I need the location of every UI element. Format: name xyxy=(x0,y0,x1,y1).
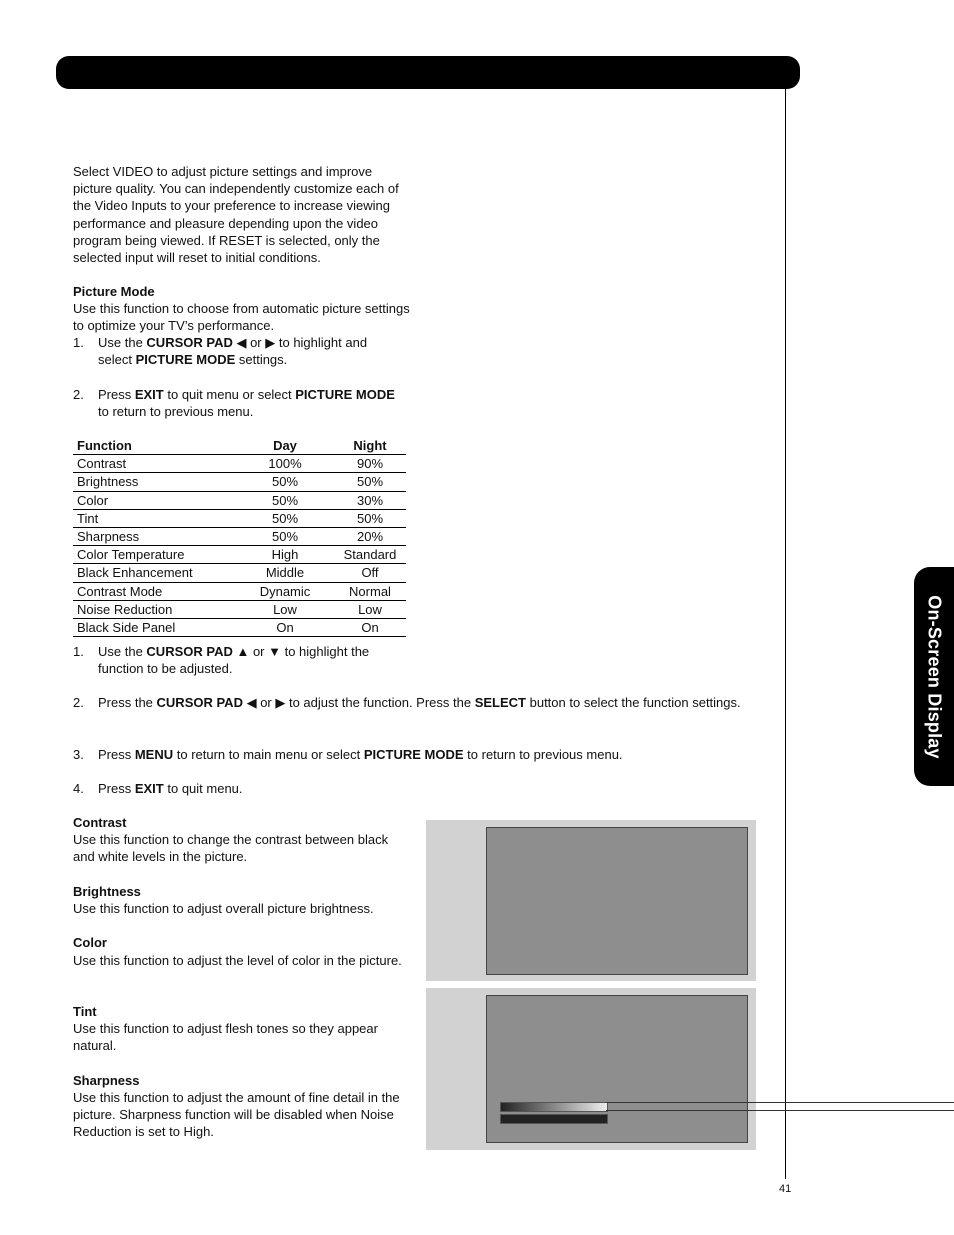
step-number: 3. xyxy=(73,747,84,762)
table-cell: Contrast xyxy=(73,455,236,473)
table-cell: Low xyxy=(334,600,406,618)
step-number: 2. xyxy=(73,695,84,710)
step-number: 4. xyxy=(73,781,84,796)
picture-mode-step-1 xyxy=(73,334,393,370)
tint-description: Use this function to adjust flesh tones so they appear natural. xyxy=(73,1021,378,1054)
table-cell: 50% xyxy=(236,528,334,546)
table-cell: High xyxy=(236,546,334,564)
table-header-row xyxy=(73,437,406,455)
table-cell: 20% xyxy=(334,528,406,546)
table-cell: 30% xyxy=(334,491,406,509)
table-cell: Color Temperature xyxy=(73,546,236,564)
contrast-heading: Contrast xyxy=(73,815,127,830)
header-bar xyxy=(56,56,800,89)
adjust-step-1 xyxy=(73,643,393,679)
table-cell: On xyxy=(236,619,334,637)
table-row xyxy=(73,600,406,618)
table-row xyxy=(73,455,406,473)
adjust-step-4 xyxy=(73,780,753,798)
callout-line xyxy=(606,1110,954,1111)
table-cell: Normal xyxy=(334,582,406,600)
step-text: Use the CURSOR PAD ▲ or ▼ to highlight the function to be adjusted. xyxy=(98,644,370,677)
section-tab xyxy=(914,567,954,786)
color-description: Use this function to adjust the level of color in the picture. xyxy=(73,953,402,968)
picture-mode-heading: Picture Mode xyxy=(73,284,155,299)
step-text: Use the CURSOR PAD ◀ or ▶ to highlight and select PICTURE MODE settings. xyxy=(98,335,368,368)
table-cell: Off xyxy=(334,564,406,582)
page-number: 41 xyxy=(779,1183,792,1195)
margin-rule xyxy=(785,89,786,1179)
column-header: Day xyxy=(236,437,334,455)
table-cell: Brightness xyxy=(73,473,236,491)
step-text: Press EXIT to quit menu. xyxy=(98,781,243,796)
column-header: Function xyxy=(73,437,236,455)
table-cell: Black Side Panel xyxy=(73,619,236,637)
tint-heading: Tint xyxy=(73,1004,97,1019)
step-number: 2. xyxy=(73,387,84,402)
osd-gradient-slider xyxy=(500,1102,608,1112)
step-text: Press the CURSOR PAD ◀ or ▶ to adjust the function. Press the SELECT button to select the function settings. xyxy=(98,695,741,710)
column-header: Night xyxy=(334,437,406,455)
table-cell: 50% xyxy=(334,473,406,491)
table-cell: Sharpness xyxy=(73,528,236,546)
color-heading: Color xyxy=(73,935,107,950)
osd-screenshot-panel xyxy=(426,988,756,1150)
adjust-step-3 xyxy=(73,746,753,764)
table-row xyxy=(73,582,406,600)
table-cell: Standard xyxy=(334,546,406,564)
brightness-heading: Brightness xyxy=(73,884,141,899)
table-row xyxy=(73,509,406,527)
table-cell: 100% xyxy=(236,455,334,473)
table-row xyxy=(73,473,406,491)
picture-mode-table xyxy=(73,437,406,637)
section-tab-label: On-Screen Display xyxy=(924,594,945,759)
step-text: Press MENU to return to main menu or select PICTURE MODE to return to previous menu. xyxy=(98,747,623,762)
table-cell: Noise Reduction xyxy=(73,600,236,618)
contrast-description: Use this function to change the contrast between black and white levels in the picture. xyxy=(73,832,389,865)
table-cell: 50% xyxy=(236,473,334,491)
table-cell: 50% xyxy=(236,509,334,527)
table-cell: Black Enhancement xyxy=(73,564,236,582)
callout-line xyxy=(606,1102,954,1103)
adjust-step-2 xyxy=(73,694,753,730)
table-cell: Contrast Mode xyxy=(73,582,236,600)
osd-screen xyxy=(486,995,748,1143)
step-number: 1. xyxy=(73,335,84,350)
table-row xyxy=(73,546,406,564)
sharpness-description: Use this function to adjust the amount of fine detail in the picture. Sharpness function will be disabled when Noise Reduction is set to High. xyxy=(73,1090,400,1140)
table-cell: Dynamic xyxy=(236,582,334,600)
table-row xyxy=(73,491,406,509)
table-row xyxy=(73,528,406,546)
picture-mode-description: Use this function to choose from automatic picture settings to optimize your TV’s performance. xyxy=(73,301,410,334)
table-cell: 50% xyxy=(236,491,334,509)
table-row xyxy=(73,564,406,582)
step-text: Press EXIT to quit menu or select PICTURE MODE to return to previous menu. xyxy=(98,387,395,420)
table-cell: On xyxy=(334,619,406,637)
table-cell: Tint xyxy=(73,509,236,527)
osd-dark-slider xyxy=(500,1114,608,1124)
table-cell: Color xyxy=(73,491,236,509)
osd-screenshot-panel xyxy=(426,820,756,981)
osd-screen xyxy=(486,827,748,975)
table-cell: Low xyxy=(236,600,334,618)
intro-paragraph: Select VIDEO to adjust picture settings and improve picture quality. You can independently customize each of the Video Inputs to your preference to increase viewing performance and pleasure depending upon the video program being viewed. If RESET is selected, only the selected input will reset to initial conditions. xyxy=(73,164,399,266)
table-row xyxy=(73,619,406,637)
brightness-description: Use this function to adjust overall picture brightness. xyxy=(73,901,374,916)
table-cell: 50% xyxy=(334,509,406,527)
step-number: 1. xyxy=(73,644,84,659)
table-cell: 90% xyxy=(334,455,406,473)
picture-mode-step-2 xyxy=(73,386,393,422)
table-cell: Middle xyxy=(236,564,334,582)
sharpness-heading: Sharpness xyxy=(73,1073,140,1088)
